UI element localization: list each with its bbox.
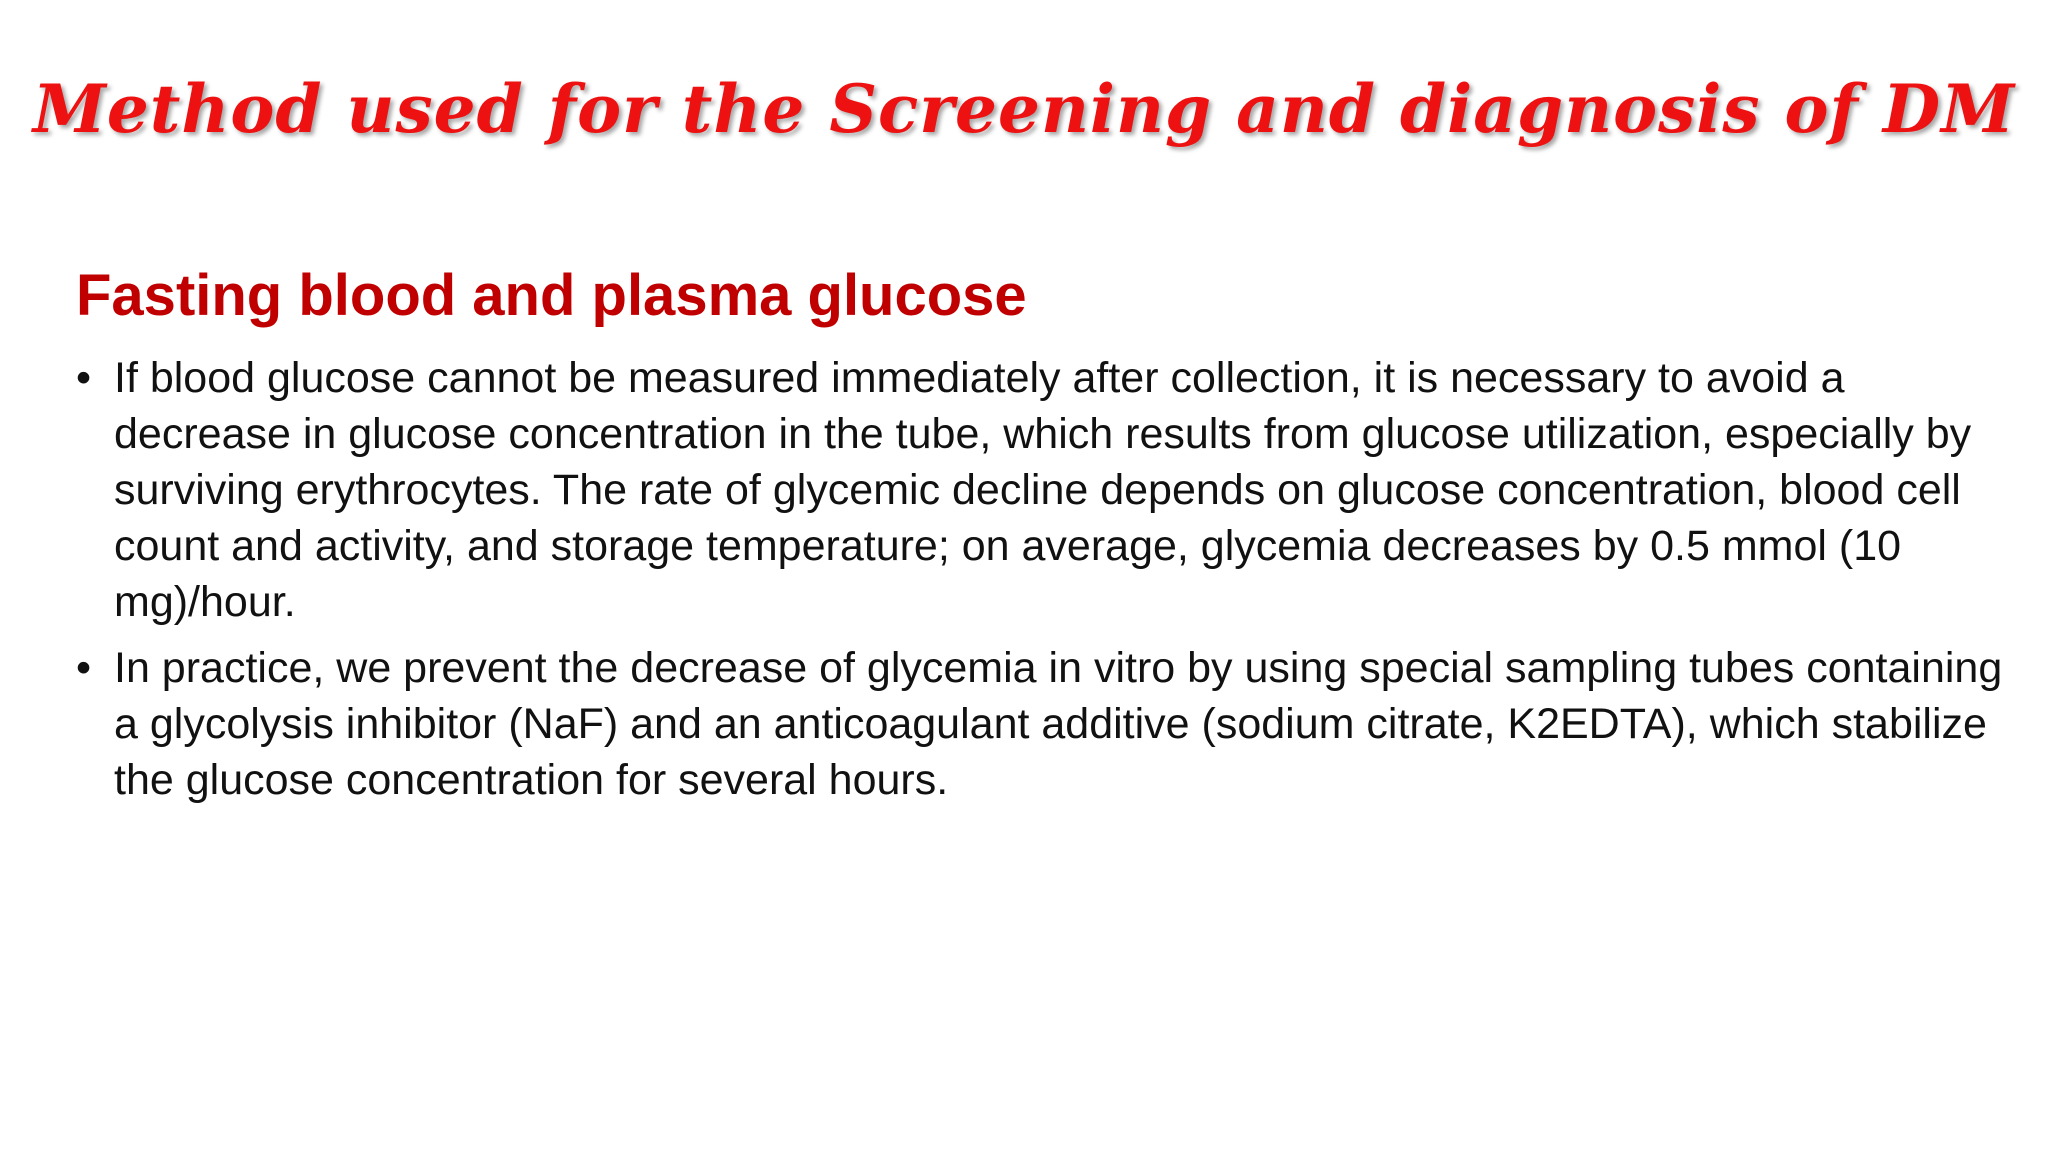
bullet-item [76,640,2006,808]
bullet-icon: • [76,644,92,692]
bullet-list [76,350,2006,818]
bullet-item [76,350,2006,630]
bullet-icon: • [76,354,92,402]
slide-title: Method used for the Screening and diagnosis of DM [32,70,2016,148]
bullet-text: In practice, we prevent the decrease of glycemia in vitro by using special sampling tubes containing a glycolysis inhibitor (NaF) and an anticoagulant additive (sodium citrate, K2EDTA), which stabilize the glucose concentration for several hours. [114,644,2003,804]
section-heading: Fasting blood and plasma glucose [76,263,1027,328]
bullet-text: If blood glucose cannot be measured immediately after collection, it is necessary to avoid a decrease in glucose concentration in the tube, which results from glucose utilization, especially by surviving erythrocytes. The rate of glycemic decline depends on glucose concentration, blood cell count and activity, and storage temperature; on average, glycemia decreases by 0.5 mmol (10 mg)/hour. [114,354,1972,626]
